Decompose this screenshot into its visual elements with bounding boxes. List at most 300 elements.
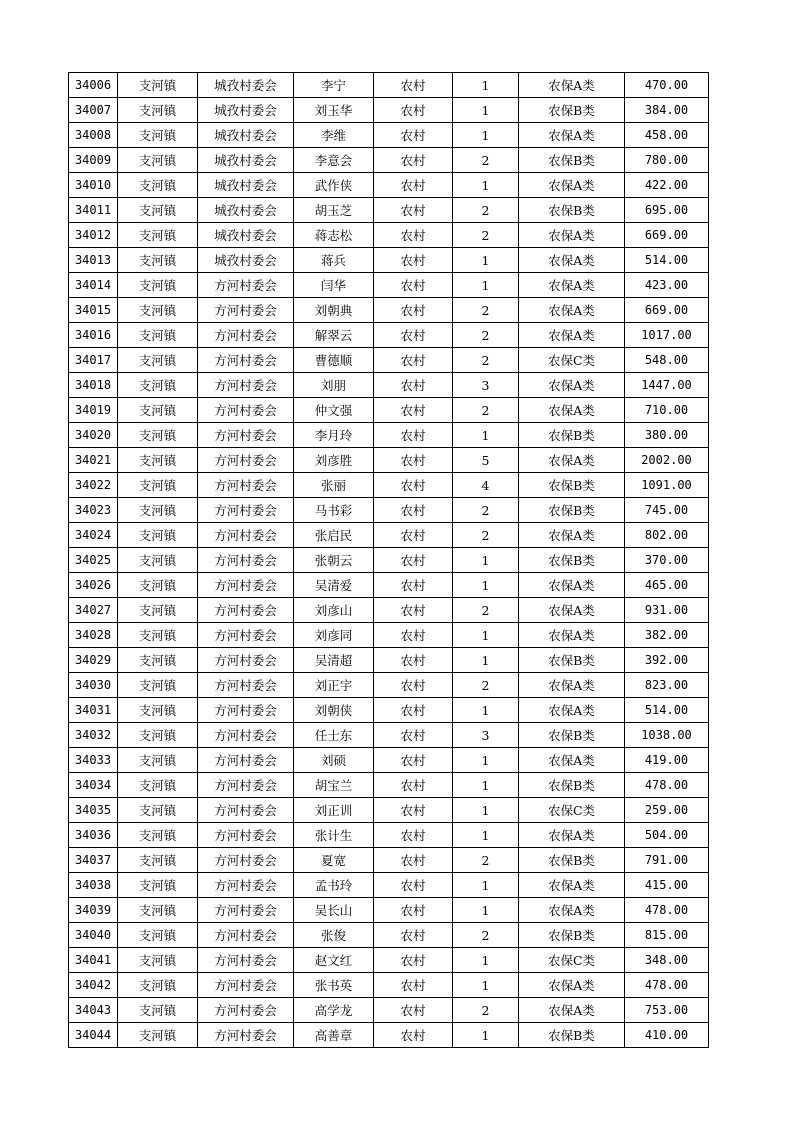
town-cell: 支河镇 xyxy=(118,1023,198,1048)
table-row xyxy=(69,148,709,173)
category-cell: 农保A类 xyxy=(519,73,625,98)
town-cell: 支河镇 xyxy=(118,473,198,498)
category-cell: 农保A类 xyxy=(519,248,625,273)
category-cell: 农保B类 xyxy=(519,773,625,798)
town-cell: 支河镇 xyxy=(118,923,198,948)
category-cell: 农保A类 xyxy=(519,998,625,1023)
area-type-cell: 农村 xyxy=(374,523,453,548)
record-id-cell: 34022 xyxy=(69,473,118,498)
record-id-cell: 34026 xyxy=(69,573,118,598)
amount-cell: 669.00 xyxy=(625,223,709,248)
record-id-cell: 34019 xyxy=(69,398,118,423)
table-row xyxy=(69,223,709,248)
village-committee-cell: 方河村委会 xyxy=(198,698,294,723)
table-row xyxy=(69,1023,709,1048)
name-cell: 夏宽 xyxy=(294,848,374,873)
table-row xyxy=(69,498,709,523)
area-type-cell: 农村 xyxy=(374,798,453,823)
village-committee-cell: 方河村委会 xyxy=(198,973,294,998)
village-committee-cell: 方河村委会 xyxy=(198,598,294,623)
name-cell: 刘彦胜 xyxy=(294,448,374,473)
record-id-cell: 34014 xyxy=(69,273,118,298)
village-committee-cell: 方河村委会 xyxy=(198,798,294,823)
household-count-cell: 2 xyxy=(453,398,519,423)
household-count-cell: 1 xyxy=(453,648,519,673)
household-count-cell: 1 xyxy=(453,98,519,123)
table-row xyxy=(69,323,709,348)
household-count-cell: 2 xyxy=(453,198,519,223)
household-count-cell: 1 xyxy=(453,548,519,573)
amount-cell: 823.00 xyxy=(625,673,709,698)
area-type-cell: 农村 xyxy=(374,1023,453,1048)
name-cell: 李宁 xyxy=(294,73,374,98)
amount-cell: 348.00 xyxy=(625,948,709,973)
town-cell: 支河镇 xyxy=(118,598,198,623)
category-cell: 农保B类 xyxy=(519,148,625,173)
record-id-cell: 34024 xyxy=(69,523,118,548)
record-id-cell: 34038 xyxy=(69,873,118,898)
household-count-cell: 1 xyxy=(453,873,519,898)
village-committee-cell: 城孜村委会 xyxy=(198,98,294,123)
name-cell: 刘玉华 xyxy=(294,98,374,123)
table-row xyxy=(69,298,709,323)
household-count-cell: 1 xyxy=(453,698,519,723)
name-cell: 解翠云 xyxy=(294,323,374,348)
area-type-cell: 农村 xyxy=(374,598,453,623)
area-type-cell: 农村 xyxy=(374,898,453,923)
name-cell: 刘正宇 xyxy=(294,673,374,698)
household-count-cell: 2 xyxy=(453,148,519,173)
amount-cell: 392.00 xyxy=(625,648,709,673)
household-count-cell: 1 xyxy=(453,173,519,198)
amount-cell: 478.00 xyxy=(625,973,709,998)
area-type-cell: 农村 xyxy=(374,298,453,323)
category-cell: 农保A类 xyxy=(519,323,625,348)
area-type-cell: 农村 xyxy=(374,123,453,148)
household-count-cell: 2 xyxy=(453,998,519,1023)
record-id-cell: 34021 xyxy=(69,448,118,473)
village-committee-cell: 方河村委会 xyxy=(198,423,294,448)
household-count-cell: 2 xyxy=(453,298,519,323)
table-row xyxy=(69,798,709,823)
household-count-cell: 1 xyxy=(453,748,519,773)
area-type-cell: 农村 xyxy=(374,773,453,798)
amount-cell: 504.00 xyxy=(625,823,709,848)
town-cell: 支河镇 xyxy=(118,173,198,198)
record-id-cell: 34041 xyxy=(69,948,118,973)
village-committee-cell: 方河村委会 xyxy=(198,1023,294,1048)
category-cell: 农保A类 xyxy=(519,823,625,848)
area-type-cell: 农村 xyxy=(374,223,453,248)
name-cell: 胡宝兰 xyxy=(294,773,374,798)
category-cell: 农保A类 xyxy=(519,973,625,998)
town-cell: 支河镇 xyxy=(118,448,198,473)
record-id-cell: 34036 xyxy=(69,823,118,848)
record-id-cell: 34027 xyxy=(69,598,118,623)
name-cell: 刘正训 xyxy=(294,798,374,823)
category-cell: 农保A类 xyxy=(519,173,625,198)
amount-cell: 1017.00 xyxy=(625,323,709,348)
amount-cell: 780.00 xyxy=(625,148,709,173)
town-cell: 支河镇 xyxy=(118,148,198,173)
amount-cell: 695.00 xyxy=(625,198,709,223)
town-cell: 支河镇 xyxy=(118,248,198,273)
name-cell: 张计生 xyxy=(294,823,374,848)
area-type-cell: 农村 xyxy=(374,673,453,698)
household-count-cell: 1 xyxy=(453,898,519,923)
area-type-cell: 农村 xyxy=(374,623,453,648)
town-cell: 支河镇 xyxy=(118,723,198,748)
name-cell: 任士东 xyxy=(294,723,374,748)
town-cell: 支河镇 xyxy=(118,323,198,348)
village-committee-cell: 方河村委会 xyxy=(198,673,294,698)
record-id-cell: 34034 xyxy=(69,773,118,798)
amount-cell: 465.00 xyxy=(625,573,709,598)
relief-roster-table xyxy=(68,72,709,1048)
record-id-cell: 34015 xyxy=(69,298,118,323)
village-committee-cell: 方河村委会 xyxy=(198,623,294,648)
table-row xyxy=(69,873,709,898)
amount-cell: 745.00 xyxy=(625,498,709,523)
town-cell: 支河镇 xyxy=(118,623,198,648)
category-cell: 农保A类 xyxy=(519,698,625,723)
area-type-cell: 农村 xyxy=(374,173,453,198)
amount-cell: 382.00 xyxy=(625,623,709,648)
table-row xyxy=(69,973,709,998)
record-id-cell: 34020 xyxy=(69,423,118,448)
name-cell: 刘朝典 xyxy=(294,298,374,323)
table-row xyxy=(69,348,709,373)
household-count-cell: 2 xyxy=(453,223,519,248)
record-id-cell: 34033 xyxy=(69,748,118,773)
category-cell: 农保B类 xyxy=(519,473,625,498)
amount-cell: 1091.00 xyxy=(625,473,709,498)
name-cell: 赵文红 xyxy=(294,948,374,973)
category-cell: 农保A类 xyxy=(519,673,625,698)
area-type-cell: 农村 xyxy=(374,273,453,298)
village-committee-cell: 方河村委会 xyxy=(198,498,294,523)
amount-cell: 753.00 xyxy=(625,998,709,1023)
household-count-cell: 1 xyxy=(453,423,519,448)
village-committee-cell: 方河村委会 xyxy=(198,823,294,848)
town-cell: 支河镇 xyxy=(118,648,198,673)
village-committee-cell: 方河村委会 xyxy=(198,398,294,423)
name-cell: 胡玉芝 xyxy=(294,198,374,223)
village-committee-cell: 方河村委会 xyxy=(198,373,294,398)
area-type-cell: 农村 xyxy=(374,648,453,673)
area-type-cell: 农村 xyxy=(374,423,453,448)
table-row xyxy=(69,848,709,873)
name-cell: 张朝云 xyxy=(294,548,374,573)
category-cell: 农保B类 xyxy=(519,723,625,748)
village-committee-cell: 方河村委会 xyxy=(198,723,294,748)
table-row xyxy=(69,698,709,723)
village-committee-cell: 方河村委会 xyxy=(198,523,294,548)
area-type-cell: 农村 xyxy=(374,823,453,848)
name-cell: 刘彦山 xyxy=(294,598,374,623)
name-cell: 武作侠 xyxy=(294,173,374,198)
area-type-cell: 农村 xyxy=(374,348,453,373)
category-cell: 农保A类 xyxy=(519,873,625,898)
record-id-cell: 34018 xyxy=(69,373,118,398)
town-cell: 支河镇 xyxy=(118,673,198,698)
category-cell: 农保A类 xyxy=(519,223,625,248)
village-committee-cell: 方河村委会 xyxy=(198,773,294,798)
table-row xyxy=(69,273,709,298)
name-cell: 刘彦同 xyxy=(294,623,374,648)
village-committee-cell: 方河村委会 xyxy=(198,573,294,598)
household-count-cell: 2 xyxy=(453,348,519,373)
town-cell: 支河镇 xyxy=(118,98,198,123)
town-cell: 支河镇 xyxy=(118,198,198,223)
village-committee-cell: 方河村委会 xyxy=(198,548,294,573)
area-type-cell: 农村 xyxy=(374,873,453,898)
table-row xyxy=(69,473,709,498)
table-row xyxy=(69,623,709,648)
name-cell: 李月玲 xyxy=(294,423,374,448)
village-committee-cell: 方河村委会 xyxy=(198,923,294,948)
table-row xyxy=(69,98,709,123)
record-id-cell: 34012 xyxy=(69,223,118,248)
area-type-cell: 农村 xyxy=(374,723,453,748)
household-count-cell: 1 xyxy=(453,773,519,798)
town-cell: 支河镇 xyxy=(118,373,198,398)
area-type-cell: 农村 xyxy=(374,73,453,98)
category-cell: 农保B类 xyxy=(519,423,625,448)
amount-cell: 548.00 xyxy=(625,348,709,373)
table-row xyxy=(69,398,709,423)
village-committee-cell: 方河村委会 xyxy=(198,298,294,323)
name-cell: 高学龙 xyxy=(294,998,374,1023)
name-cell: 张丽 xyxy=(294,473,374,498)
category-cell: 农保A类 xyxy=(519,523,625,548)
table-row xyxy=(69,248,709,273)
record-id-cell: 34016 xyxy=(69,323,118,348)
town-cell: 支河镇 xyxy=(118,273,198,298)
town-cell: 支河镇 xyxy=(118,773,198,798)
record-id-cell: 34025 xyxy=(69,548,118,573)
amount-cell: 410.00 xyxy=(625,1023,709,1048)
village-committee-cell: 城孜村委会 xyxy=(198,198,294,223)
household-count-cell: 1 xyxy=(453,123,519,148)
name-cell: 高善章 xyxy=(294,1023,374,1048)
category-cell: 农保A类 xyxy=(519,598,625,623)
category-cell: 农保B类 xyxy=(519,198,625,223)
table-row xyxy=(69,598,709,623)
record-id-cell: 34044 xyxy=(69,1023,118,1048)
record-id-cell: 34011 xyxy=(69,198,118,223)
village-committee-cell: 方河村委会 xyxy=(198,473,294,498)
town-cell: 支河镇 xyxy=(118,873,198,898)
household-count-cell: 2 xyxy=(453,523,519,548)
town-cell: 支河镇 xyxy=(118,748,198,773)
record-id-cell: 34029 xyxy=(69,648,118,673)
table-row xyxy=(69,373,709,398)
town-cell: 支河镇 xyxy=(118,423,198,448)
household-count-cell: 1 xyxy=(453,273,519,298)
household-count-cell: 1 xyxy=(453,973,519,998)
record-id-cell: 34042 xyxy=(69,973,118,998)
table-row xyxy=(69,648,709,673)
household-count-cell: 3 xyxy=(453,723,519,748)
category-cell: 农保A类 xyxy=(519,573,625,598)
village-committee-cell: 方河村委会 xyxy=(198,648,294,673)
amount-cell: 478.00 xyxy=(625,898,709,923)
category-cell: 农保A类 xyxy=(519,398,625,423)
table-row xyxy=(69,673,709,698)
amount-cell: 422.00 xyxy=(625,173,709,198)
amount-cell: 370.00 xyxy=(625,548,709,573)
town-cell: 支河镇 xyxy=(118,298,198,323)
table-row xyxy=(69,198,709,223)
village-committee-cell: 方河村委会 xyxy=(198,873,294,898)
town-cell: 支河镇 xyxy=(118,548,198,573)
village-committee-cell: 城孜村委会 xyxy=(198,248,294,273)
name-cell: 孟书玲 xyxy=(294,873,374,898)
amount-cell: 669.00 xyxy=(625,298,709,323)
category-cell: 农保A类 xyxy=(519,898,625,923)
category-cell: 农保A类 xyxy=(519,273,625,298)
household-count-cell: 3 xyxy=(453,373,519,398)
record-id-cell: 34010 xyxy=(69,173,118,198)
record-id-cell: 34039 xyxy=(69,898,118,923)
name-cell: 张俊 xyxy=(294,923,374,948)
record-id-cell: 34028 xyxy=(69,623,118,648)
record-id-cell: 34017 xyxy=(69,348,118,373)
name-cell: 刘朋 xyxy=(294,373,374,398)
name-cell: 张书英 xyxy=(294,973,374,998)
village-committee-cell: 方河村委会 xyxy=(198,323,294,348)
table-row xyxy=(69,73,709,98)
area-type-cell: 农村 xyxy=(374,923,453,948)
amount-cell: 514.00 xyxy=(625,248,709,273)
table-body xyxy=(69,73,709,1048)
record-id-cell: 34013 xyxy=(69,248,118,273)
town-cell: 支河镇 xyxy=(118,898,198,923)
table-row xyxy=(69,423,709,448)
household-count-cell: 2 xyxy=(453,598,519,623)
household-count-cell: 2 xyxy=(453,323,519,348)
category-cell: 农保B类 xyxy=(519,98,625,123)
amount-cell: 710.00 xyxy=(625,398,709,423)
town-cell: 支河镇 xyxy=(118,948,198,973)
record-id-cell: 34032 xyxy=(69,723,118,748)
household-count-cell: 2 xyxy=(453,848,519,873)
amount-cell: 415.00 xyxy=(625,873,709,898)
area-type-cell: 农村 xyxy=(374,448,453,473)
village-committee-cell: 方河村委会 xyxy=(198,848,294,873)
name-cell: 吴清超 xyxy=(294,648,374,673)
household-count-cell: 1 xyxy=(453,823,519,848)
amount-cell: 423.00 xyxy=(625,273,709,298)
amount-cell: 419.00 xyxy=(625,748,709,773)
amount-cell: 470.00 xyxy=(625,73,709,98)
household-count-cell: 1 xyxy=(453,573,519,598)
name-cell: 马书彩 xyxy=(294,498,374,523)
town-cell: 支河镇 xyxy=(118,823,198,848)
table-row xyxy=(69,123,709,148)
household-count-cell: 2 xyxy=(453,923,519,948)
amount-cell: 931.00 xyxy=(625,598,709,623)
table-row xyxy=(69,998,709,1023)
household-count-cell: 4 xyxy=(453,473,519,498)
village-committee-cell: 城孜村委会 xyxy=(198,173,294,198)
area-type-cell: 农村 xyxy=(374,498,453,523)
record-id-cell: 34031 xyxy=(69,698,118,723)
table-row xyxy=(69,948,709,973)
category-cell: 农保A类 xyxy=(519,298,625,323)
village-committee-cell: 城孜村委会 xyxy=(198,123,294,148)
amount-cell: 2002.00 xyxy=(625,448,709,473)
household-count-cell: 2 xyxy=(453,498,519,523)
town-cell: 支河镇 xyxy=(118,998,198,1023)
category-cell: 农保A类 xyxy=(519,748,625,773)
record-id-cell: 34008 xyxy=(69,123,118,148)
town-cell: 支河镇 xyxy=(118,973,198,998)
record-id-cell: 34006 xyxy=(69,73,118,98)
area-type-cell: 农村 xyxy=(374,398,453,423)
category-cell: 农保A类 xyxy=(519,623,625,648)
area-type-cell: 农村 xyxy=(374,548,453,573)
amount-cell: 478.00 xyxy=(625,773,709,798)
record-id-cell: 34009 xyxy=(69,148,118,173)
category-cell: 农保C类 xyxy=(519,348,625,373)
category-cell: 农保C类 xyxy=(519,798,625,823)
household-count-cell: 1 xyxy=(453,948,519,973)
table-row xyxy=(69,723,709,748)
amount-cell: 384.00 xyxy=(625,98,709,123)
village-committee-cell: 城孜村委会 xyxy=(198,148,294,173)
record-id-cell: 34035 xyxy=(69,798,118,823)
town-cell: 支河镇 xyxy=(118,223,198,248)
village-committee-cell: 城孜村委会 xyxy=(198,73,294,98)
amount-cell: 791.00 xyxy=(625,848,709,873)
name-cell: 吴长山 xyxy=(294,898,374,923)
area-type-cell: 农村 xyxy=(374,998,453,1023)
table-row xyxy=(69,548,709,573)
area-type-cell: 农村 xyxy=(374,473,453,498)
category-cell: 农保B类 xyxy=(519,1023,625,1048)
category-cell: 农保B类 xyxy=(519,848,625,873)
town-cell: 支河镇 xyxy=(118,498,198,523)
town-cell: 支河镇 xyxy=(118,698,198,723)
amount-cell: 802.00 xyxy=(625,523,709,548)
name-cell: 蒋兵 xyxy=(294,248,374,273)
town-cell: 支河镇 xyxy=(118,573,198,598)
name-cell: 李维 xyxy=(294,123,374,148)
area-type-cell: 农村 xyxy=(374,323,453,348)
name-cell: 李意会 xyxy=(294,148,374,173)
area-type-cell: 农村 xyxy=(374,698,453,723)
household-count-cell: 5 xyxy=(453,448,519,473)
town-cell: 支河镇 xyxy=(118,73,198,98)
village-committee-cell: 方河村委会 xyxy=(198,948,294,973)
village-committee-cell: 方河村委会 xyxy=(198,748,294,773)
name-cell: 张启民 xyxy=(294,523,374,548)
table-row xyxy=(69,773,709,798)
name-cell: 仲文强 xyxy=(294,398,374,423)
area-type-cell: 农村 xyxy=(374,573,453,598)
village-committee-cell: 方河村委会 xyxy=(198,348,294,373)
name-cell: 闫华 xyxy=(294,273,374,298)
category-cell: 农保A类 xyxy=(519,448,625,473)
name-cell: 刘硕 xyxy=(294,748,374,773)
category-cell: 农保A类 xyxy=(519,123,625,148)
area-type-cell: 农村 xyxy=(374,98,453,123)
table-row xyxy=(69,173,709,198)
category-cell: 农保B类 xyxy=(519,548,625,573)
amount-cell: 514.00 xyxy=(625,698,709,723)
